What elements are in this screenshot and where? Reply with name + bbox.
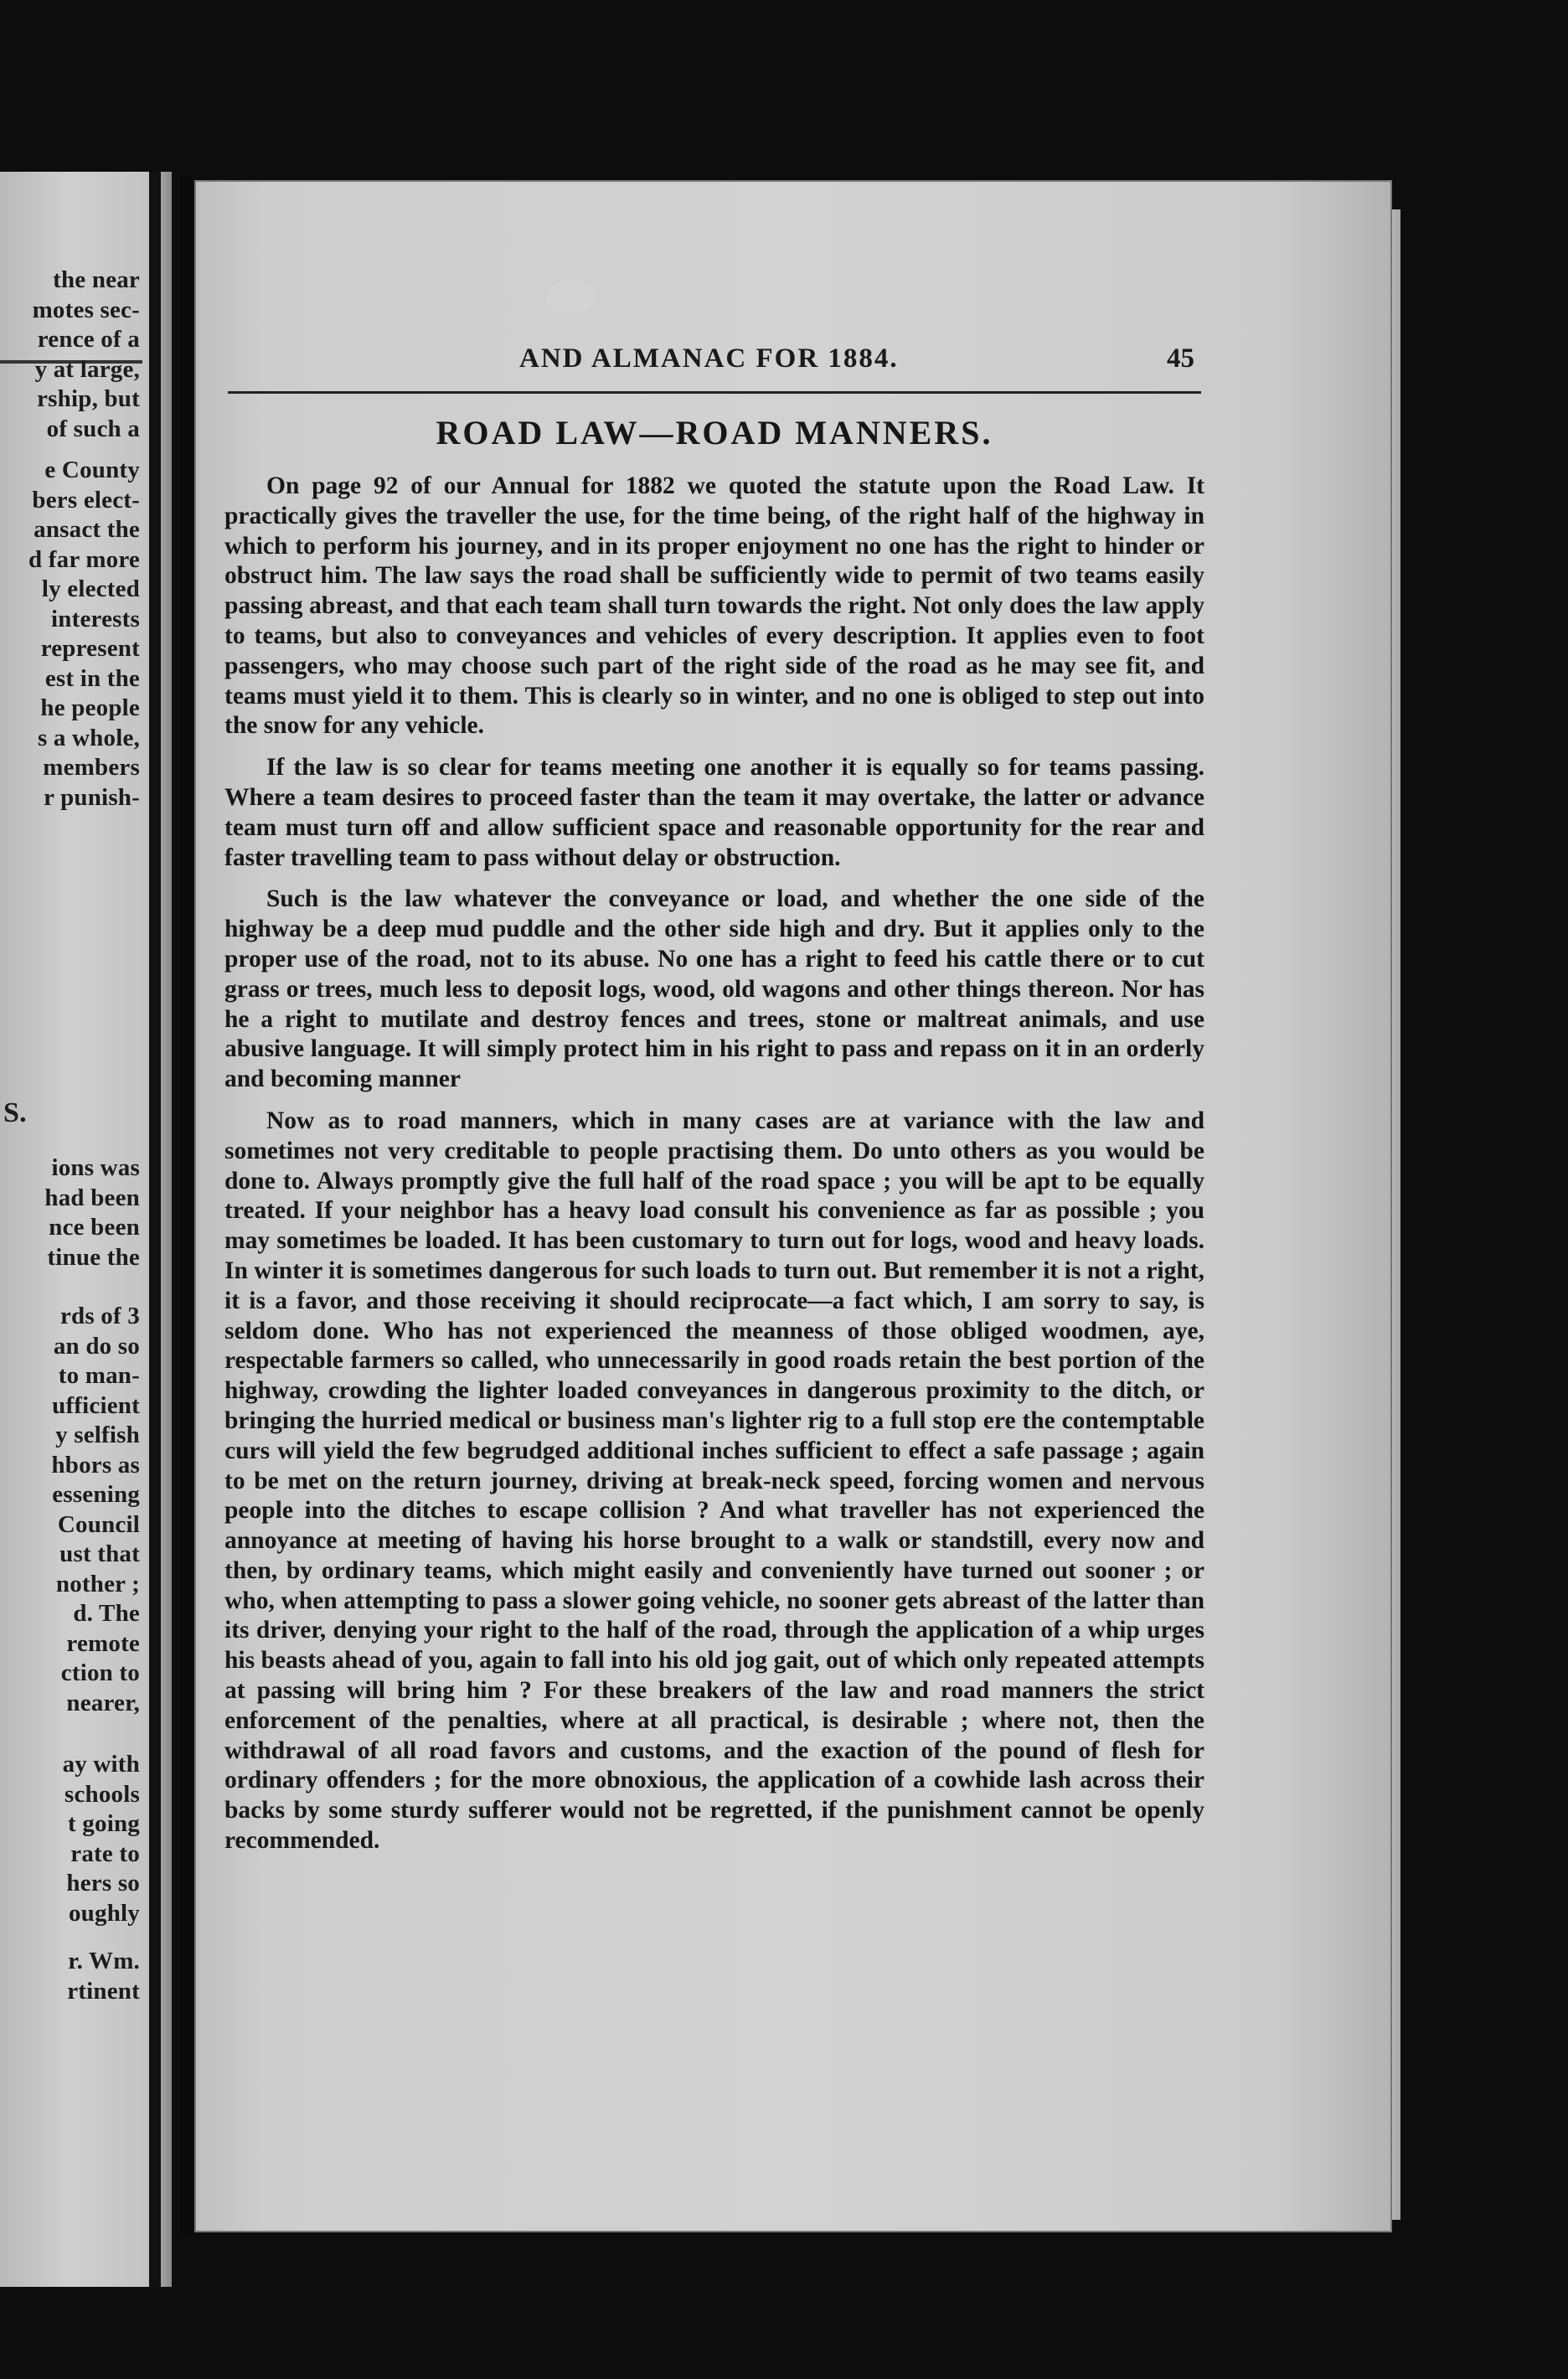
previous-page-line: oughly (68, 1899, 140, 1927)
previous-page-line: nother ; (55, 1570, 140, 1597)
previous-page-line: t going (68, 1810, 140, 1837)
previous-page-line: essening (52, 1481, 140, 1508)
previous-page-line: had been (44, 1184, 140, 1211)
previous-page-line: s a whole, (37, 724, 140, 751)
paragraph: If the law is so clear for teams meeting one another it is equally so for teams passing. Where a team desires to proceed faster than the team it may overtake, the latter or advance team must turn off and allow sufficient space and reasonable opportunity for the rear and faster travelling team to pass without delay or obstruction. (224, 754, 1204, 871)
previous-page-line: an do so (53, 1332, 140, 1360)
previous-page-line: rds of 3 (59, 1303, 140, 1329)
previous-page-line: y selfish (55, 1422, 140, 1448)
article-title: ROAD LAW—ROAD MANNERS. (436, 414, 993, 452)
previous-page-line: hers so (66, 1870, 140, 1896)
previous-page-line: of such a (46, 415, 140, 442)
previous-page-line: rate to (70, 1840, 140, 1867)
previous-page-line: represent (40, 635, 140, 662)
previous-page-line: he people (40, 694, 140, 721)
previous-page-line: y at large, (34, 355, 140, 383)
previous-page-line: the near (53, 266, 140, 293)
spine-line (180, 176, 192, 2237)
previous-page-line: r punish- (44, 783, 140, 811)
previous-page-line: ction to (60, 1659, 140, 1686)
article-body (224, 472, 1204, 1868)
running-head-title: AND ALMANAC FOR 1884. (519, 343, 899, 374)
previous-page-line: remote (66, 1629, 140, 1657)
previous-page-line: rship, but (37, 385, 140, 412)
previous-page-line: ly elected (41, 575, 140, 602)
previous-page-line: nce been (49, 1214, 140, 1241)
previous-page-line: members (43, 754, 140, 781)
previous-page-line: r. Wm. (68, 1948, 140, 1974)
page-number: 45 (1167, 343, 1194, 374)
previous-page-line: ions was (51, 1154, 140, 1181)
previous-page-line: nearer, (66, 1689, 140, 1716)
previous-page-line: to man- (58, 1362, 140, 1389)
previous-page-line: ay with (62, 1751, 140, 1778)
gutter-line (149, 172, 161, 2287)
previous-page-line: est in the (44, 664, 140, 692)
previous-page-line: ansact the (34, 516, 140, 543)
previous-page-line: ufficient (52, 1391, 140, 1419)
previous-page-line: ust that (59, 1540, 140, 1567)
previous-page-line: motes sec- (32, 296, 140, 323)
running-head-rule (228, 391, 1201, 394)
paragraph: Now as to road manners, which in many cases are at variance with the law and sometimes not very creditable to people practising them. Do unto others as you would be done to. Always promptly give the full half of the road space ; you will be apt to be equally treated. If your neighbor has a heavy load consult his convenience as far as possible ; you may sometimes be loaded. It has been customary to turn out for logs, wood and heavy loads. In winter it is sometimes dangerous for such loads to turn out. But remember it is not a right, it is a favor, and those receiving it should reciprocate—a fact which, I am sorry to say, is seldom done. Who has not experienced the meanness of those obliged woodmen, aye, respectable farmers so called, who unnecessarily in good roads retain the best portion of the highway, crowding the lighter loaded conveyances in dangerous proximity to the ditch, or bringing the hurried medical or business man's lighter rig to a full stop ere the contemptable curs will yield the few begrudged additional inches sufficient to effect a safe passage ; again to be met on the return journey, driving at break-neck speed, forcing women and nervous people into the ditches to escape collision ? And what traveller has not experienced the annoyance at meeting of having his horse brought to a walk or standstill, every now and then, by ordinary teams, which might easily and conveniently have turned out sooner ; or who, when attempting to pass a slower going vehicle, no sooner gets abreast of the latter than its driver, denying your right to the half of the road, through the application of a whip urges his beasts ahead of you, again to fall into his old jog gait, out of which only repeated attempts at passing will bring him ? For these breakers of the law and road manners the strict enforcement of the penalties, where at all practical, is desirable ; where not, then the withdrawal of all road favors and customs, and the exaction of the pound of flesh for ordinary offenders ; for the more obnoxious, the application of a cowhide lash across their backs by some sturdy sufferer would not be regretted, if the punishment cannot be openly recommended. (224, 1107, 1204, 1855)
previous-page-line: e County (44, 457, 140, 483)
previous-page-line: bers elect- (32, 486, 140, 513)
previous-page-line: rence of a (37, 326, 140, 353)
paragraph: On page 92 of our Annual for 1882 we quoted the statute upon the Road Law. It practically gives the traveller the use, for the time being, of the right half of the highway in which to perform his journey, and in its proper enjoyment no one has the right to hinder or obstruct him. The law says the road shall be sufficiently wide to permit of two teams easily passing abreast, and that each team shall turn towards the right. Not only does the law apply to teams, but also to conveyances and vehicles of every description. It applies even to foot passengers, who may choose such part of the right side of the road as he may see fit, and teams must yield it to them. This is clearly so in winter, and no one is obliged to step out into the snow for any vehicle. (224, 472, 1204, 740)
previous-page-line: hbors as (51, 1451, 140, 1478)
previous-page-line: interests (51, 605, 140, 632)
previous-page-line: d far more (28, 545, 140, 573)
previous-page-line: rtinent (67, 1977, 140, 2005)
previous-page-line: d. The (73, 1600, 140, 1627)
previous-page-line: tinue the (47, 1243, 140, 1271)
paragraph: Such is the law whatever the conveyance or load, and whether the one side of the highway be a deep mud puddle and the other side high and dry. But it applies only to the proper use of the road, not to its abuse. No one has a right to feed his cattle there or to cut grass or trees, much less to deposit logs, wood, old wagons and other things thereon. Nor has he a right to mutilate and destroy fences and trees, stone or maltreat animals, and use abusive language. It will simply protect him in his right to pass and repass on it in an orderly and becoming manner (224, 885, 1204, 1093)
previous-page-line: schools (64, 1780, 140, 1808)
previous-page-line: S. (3, 1097, 27, 1128)
previous-page (0, 172, 172, 2287)
previous-page-line: Council (57, 1510, 140, 1538)
